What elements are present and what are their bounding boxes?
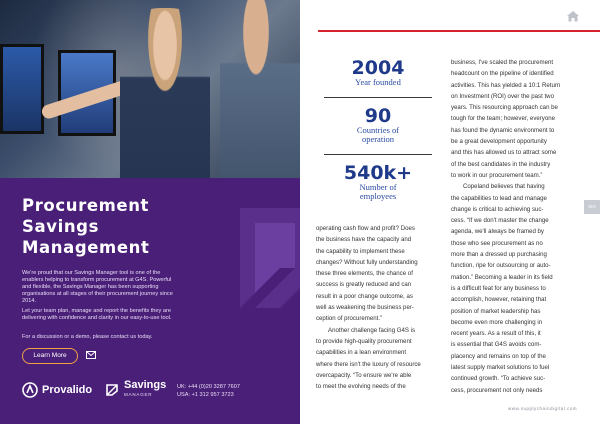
stat-year-founded: 2004 Year founded: [351, 57, 405, 87]
article-line: more than a dressed up purchasing: [451, 251, 547, 259]
home-icon[interactable]: [566, 10, 580, 22]
savings-manager-logo-icon: [104, 382, 120, 398]
office-team-photo: [0, 0, 300, 178]
article-line: tough for the team; however, everyone: [451, 115, 555, 123]
article-line: the business have the capacity and: [316, 236, 412, 244]
article-line: cess. “If we don't master the change: [451, 217, 549, 225]
learn-more-button[interactable]: Learn More: [22, 348, 78, 364]
article-line: of the best candidates in the industry: [451, 160, 551, 168]
article-line: those who see procurement as no: [451, 239, 543, 247]
article-line: agenda, we'll always be framed by: [451, 228, 544, 236]
article-line: Another challenge facing G4S is: [328, 326, 416, 334]
contact-numbers: [177, 384, 240, 399]
advert-intro: We're proud that our Savings Manager tool is one of the enablers helping to transform procurement at G4S. Powerful and flexible, the Savings Manager has been supporting organisations at all stages of their procurement journey since 2014.: [22, 270, 173, 304]
site-url: www.supplychaindigital.com: [508, 406, 578, 411]
article-line: overcapacity. “To ensure we're able: [316, 371, 412, 379]
advert-panel: [0, 178, 300, 424]
article-line: changes? Without fully understanding: [316, 258, 418, 266]
article-line: capabilities in a lean environment: [316, 349, 407, 357]
contact-usa: USA: +1 312 957 3723: [177, 391, 234, 398]
article-line: the capability to implement these: [316, 247, 405, 255]
article-line: is a difficult feat for any business to: [451, 284, 546, 292]
article-line: has found the dynamic environment to: [451, 126, 555, 134]
article-column-left: [316, 223, 438, 392]
article-line: accomplish, however, retaining that: [451, 296, 547, 304]
stat-divider: [324, 154, 432, 155]
article-line: cess, procurement not only needs: [451, 386, 543, 394]
article-line: well as weakening the business per-: [316, 304, 414, 312]
article-line: be a great development opportunity: [451, 138, 547, 146]
article-line: to provide high-quality procurement: [316, 337, 412, 345]
article-line: headcount on the pipeline of identified: [451, 70, 554, 78]
article-line: mation.” Becoming a leader in its field: [451, 273, 553, 281]
advert-paragraph: Let your team plan, manage and report the benefits they are delivering with confidence and clarity in our easy-to-use tool.: [22, 308, 172, 321]
article-line: these three elements, the chance of: [316, 270, 413, 278]
article-line: is essential that G4S avoids com-: [451, 341, 542, 349]
article-line: function, ripe for outsourcing or auto-: [451, 262, 551, 270]
article-line: placency and remains on top of the: [451, 352, 546, 360]
article-line: latest supply market solutions to fuel: [451, 364, 550, 372]
article-line: to work in our procurement team.”: [451, 171, 543, 179]
mail-icon[interactable]: [86, 351, 96, 359]
article-line: activities. This has yielded a 10:1 Return: [451, 81, 561, 89]
article-line: on Investment (ROI) over the past two: [451, 92, 554, 100]
provalido-logo-icon: [22, 382, 38, 398]
man-figure: [220, 0, 300, 178]
article-line: Copeland believes that having: [463, 183, 545, 191]
article-line: become even more challenging in: [451, 318, 543, 326]
article-line: continued growth. “To achieve suc-: [451, 375, 546, 383]
header-rule: [318, 30, 600, 32]
savings-manager-logo: Savings MANAGER: [104, 380, 166, 400]
article-line: success is greatly reduced and can: [316, 281, 412, 289]
article-line: change is critical to achieving suc-: [451, 205, 544, 213]
article-line: years. This resourcing approach can be: [451, 104, 558, 112]
article-line: where there isn't the luxury of resource: [316, 360, 421, 368]
stat-countries: 90 Countries of operation: [356, 105, 400, 144]
article-line: ception of procurement.”: [316, 315, 383, 323]
article-line: result in a poor change outcome, as: [316, 292, 413, 300]
article-line: recent years. As a result of this, it: [451, 330, 541, 338]
article-line: and this has allowed us to attract some: [451, 149, 557, 157]
article-line: business, I've scaled the procurement: [451, 59, 554, 66]
stat-divider: [324, 97, 432, 98]
monitor-left: [0, 44, 44, 134]
article-line: to meet the evolving needs of the: [316, 383, 406, 391]
article-line: operating cash flow and profit? Does: [316, 225, 415, 232]
stat-employees: 540k+ Number of employees: [343, 162, 413, 201]
advert-title: Procurement Savings Management: [22, 196, 150, 257]
article-line: the capabilities to lead and manage: [451, 194, 547, 202]
section-tab[interactable]: SIG: [584, 200, 600, 214]
woman-figure: [120, 8, 210, 178]
article-column-right: [451, 57, 581, 396]
article-line: position of market leadership has: [451, 307, 541, 315]
article-page: [300, 0, 600, 424]
advert-contact-line: For a discussion or a demo, please contact us today.: [22, 334, 153, 340]
contact-uk: UK: +44 (0)20 3287 7607: [177, 384, 240, 390]
provalido-logo: Provalido: [22, 380, 92, 400]
